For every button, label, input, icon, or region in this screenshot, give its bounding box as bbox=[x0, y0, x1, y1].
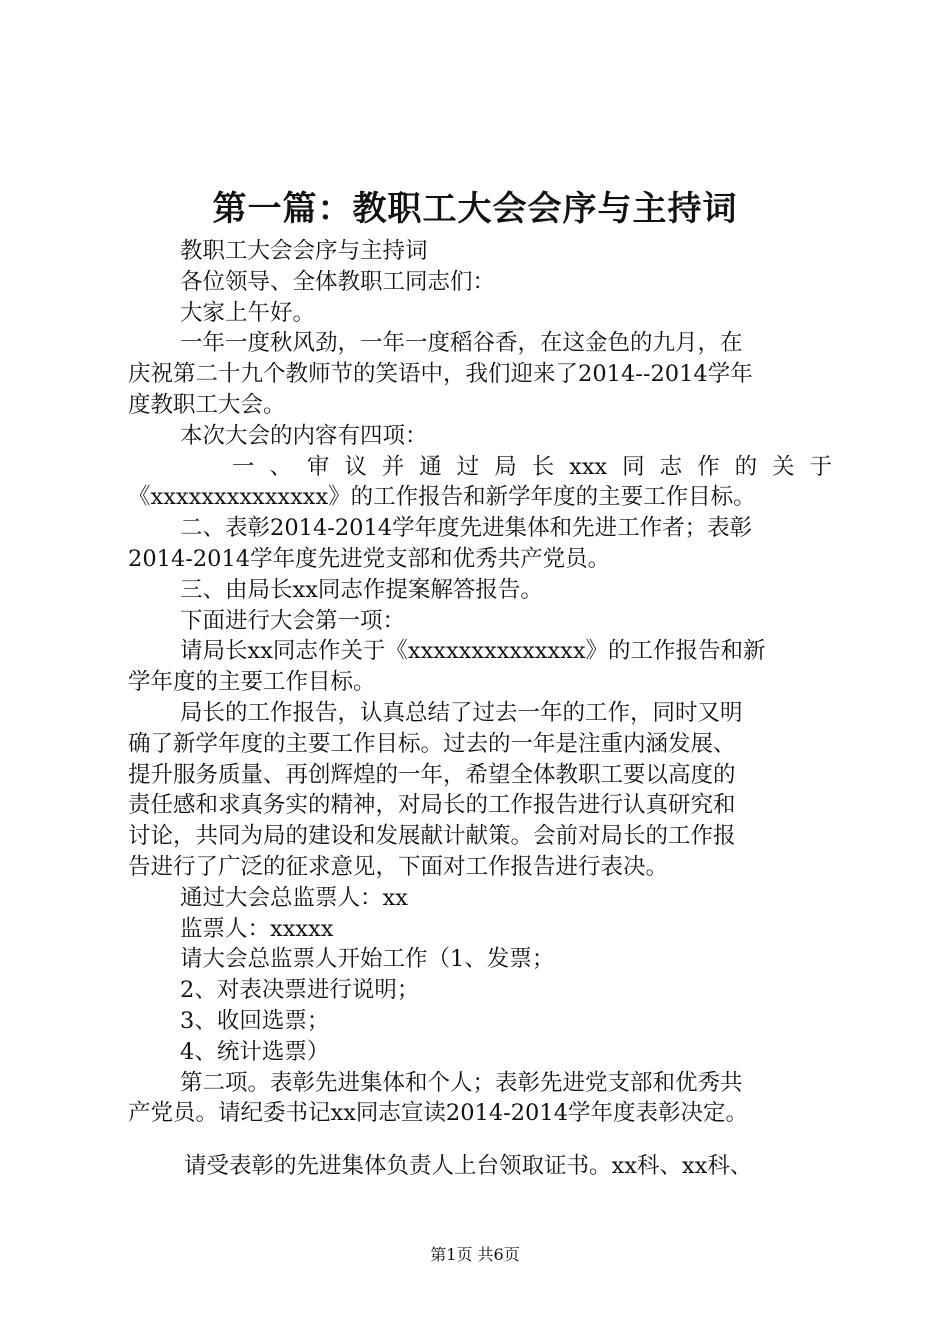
paragraph-voting-step: 请大会总监票人开始工作（1、发票； bbox=[180, 946, 555, 973]
paragraph-voting-step: 4、统计选票） bbox=[180, 1038, 330, 1065]
paragraph-agenda-item-2: 二、表彰2014-2014学年度先进集体和先进工作者；表彰 bbox=[180, 515, 753, 542]
paragraph-report-summary: 确了新学年度的主要工作目标。过去的一年是注重内涵发展、 bbox=[128, 730, 736, 757]
paragraph-item-two: 产党员。请纪委书记xx同志宣读2014-2014学年度表彰决定。 bbox=[128, 1100, 749, 1127]
paragraph-opening-line: 庆祝第二十九个教师节的笑语中，我们迎来了2014--2014学年 bbox=[128, 361, 753, 388]
paragraph-agenda-intro: 本次大会的内容有四项： bbox=[180, 422, 428, 449]
paragraph-report-summary: 局长的工作报告，认真总结了过去一年的工作，同时又明 bbox=[180, 699, 743, 726]
paragraph-report-summary: 告进行了广泛的征求意见，下面对工作报告进行表决。 bbox=[128, 853, 669, 880]
document-body bbox=[128, 236, 832, 1182]
paragraph-report-request: 学年度的主要工作目标。 bbox=[128, 669, 376, 696]
paragraph-opening-line: 度教职工大会。 bbox=[128, 391, 286, 418]
paragraph-salutation: 各位领导、全体教职工同志们： bbox=[180, 268, 496, 295]
paragraph-scrutineers: 监票人：xxxxx bbox=[180, 915, 334, 942]
paragraph-item-one-intro: 下面进行大会第一项： bbox=[180, 607, 406, 634]
paragraph-award-ceremony: 请受表彰的先进集体负责人上台领取证书。xx科、xx科、 bbox=[184, 1153, 753, 1180]
paragraph-voting-step: 3、收回选票； bbox=[180, 1007, 330, 1034]
paragraph-opening-line: 一年一度秋风劲，一年一度稻谷香，在这金色的九月，在 bbox=[180, 330, 743, 357]
paragraph-agenda-item-1: 一、审议并通过局长xxx同志作的关于 bbox=[232, 453, 832, 480]
document-title: 第一篇：教职工大会会序与主持词 bbox=[212, 189, 738, 229]
paragraph-chief-scrutineer: 通过大会总监票人：xx bbox=[180, 884, 408, 911]
paragraph-item-two: 第二项。表彰先进集体和个人；表彰先进党支部和优秀共 bbox=[180, 1069, 743, 1096]
paragraph-report-summary: 提升服务质量、再创辉煌的一年，希望全体教职工要以高度的 bbox=[128, 761, 736, 788]
paragraph-agenda-item-1: 《xxxxxxxxxxxxxx》的工作报告和新学年度的主要工作目标。 bbox=[128, 484, 756, 511]
paragraph-subtitle: 教职工大会会序与主持词 bbox=[180, 238, 428, 264]
page-number-footer: 第1页 共6页 bbox=[430, 1245, 520, 1264]
paragraph-greeting: 大家上午好。 bbox=[180, 299, 316, 326]
paragraph-report-request: 请局长xx同志作关于《xxxxxxxxxxxxxx》的工作报告和新 bbox=[180, 638, 766, 665]
paragraph-voting-step: 2、对表决票进行说明； bbox=[180, 977, 420, 1004]
paragraph-agenda-item-2: 2014-2014学年度先进党支部和优秀共产党员。 bbox=[128, 545, 611, 572]
paragraph-agenda-item-3: 三、由局长xx同志作提案解答报告。 bbox=[180, 576, 543, 603]
paragraph-report-summary: 责任感和求真务实的精神，对局长的工作报告进行认真研究和 bbox=[128, 792, 736, 819]
paragraph-report-summary: 讨论，共同为局的建设和发展献计献策。会前对局长的工作报 bbox=[128, 823, 736, 850]
